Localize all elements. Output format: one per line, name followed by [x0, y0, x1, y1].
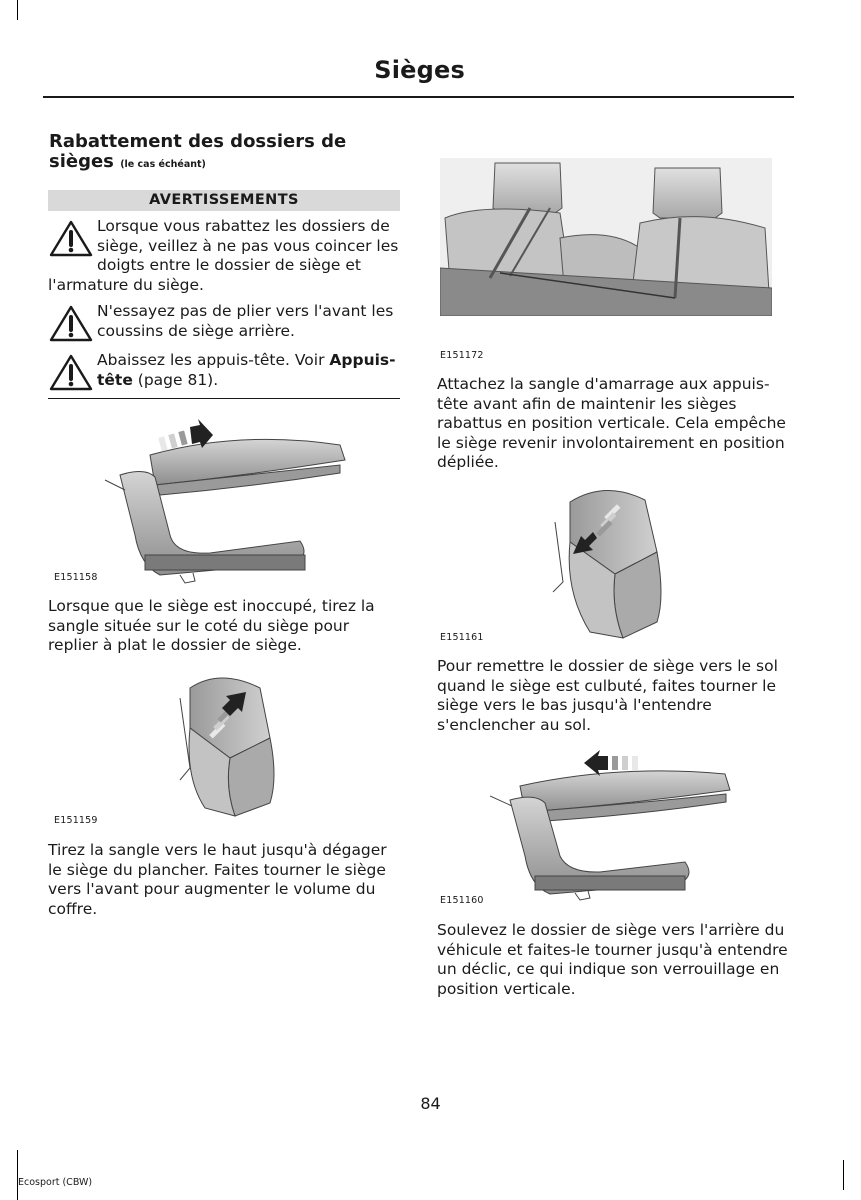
paragraph-4: Pour remettre le dossier de siège vers le sol quand le siège est culbuté, faites tourner le siège vers le bas jusqu'à l'entendre s'enclencher au sol.	[437, 657, 778, 734]
figure-seat-backrest-lift	[490, 748, 740, 908]
footer-model: Ecosport (CBW)	[18, 1177, 93, 1188]
figure-label: E151172	[440, 350, 484, 361]
warning-text: Abaissez les appuis-tête. Voir	[97, 351, 330, 369]
figure-seat-tumble-forward	[160, 668, 290, 818]
warning-text: N'essayez pas de plier vers l'avant les coussins de siège arrière.	[97, 302, 394, 340]
warnings-header: AVERTISSEMENTS	[48, 190, 400, 211]
section-title-note: (le cas échéant)	[120, 159, 206, 170]
paragraph-1: Lorsque que le siège est inoccupé, tirez la sangle située sur le coté du siège pour replier à plat le dossier de siège.	[48, 597, 375, 654]
paragraph-5: Soulevez le dossier de siège vers l'arrière du véhicule et faites-le tourner jusqu'à entendre un déclic, ce qui indique son verrouillage en position verticale.	[437, 921, 788, 998]
figure-seat-tumble-back	[545, 482, 675, 644]
section-title	[49, 132, 399, 175]
paragraph-2: Tirez la sangle vers le haut jusqu'à dégager le siège du plancher. Faites tourner le siège vers l'avant pour augmenter le volume du coffre.	[48, 841, 387, 918]
figure-label: E151160	[440, 895, 484, 906]
section-title-line2: sièges	[49, 151, 114, 172]
warning-text: Lorsque vous rabattez les dossiers de siège, veillez à ne pas vous coincer les doigts entre le dossier de siège et l'armature du siège.	[48, 217, 399, 294]
header-rule	[43, 96, 794, 98]
warning-triangle-icon	[48, 219, 94, 259]
figure-label: E151159	[54, 815, 98, 826]
section-title-line1: Rabattement des dossiers de	[49, 131, 347, 152]
crop-mark-bottom-left	[17, 1150, 18, 1200]
chapter-title: Sièges	[374, 56, 465, 84]
paragraph-3: Attachez la sangle d'amarrage aux appuis-tête avant afin de maintenir les sièges rabattus en position verticale. Cela empêche le siège revenir involontairement en position dépliée.	[437, 375, 786, 471]
warning-triangle-icon	[48, 304, 94, 344]
warning-text-after: (page 81).	[132, 370, 219, 389]
figure-seats-strapped	[440, 158, 772, 316]
warning-item	[48, 351, 400, 393]
page-number: 84	[420, 1094, 441, 1113]
warnings-rule	[48, 398, 400, 399]
crop-mark-bottom-right	[843, 1160, 844, 1190]
figure-label: E151158	[54, 572, 98, 583]
warning-item	[48, 302, 400, 344]
appuis-tete-link[interactable]: Appuis-tête	[97, 351, 396, 389]
warning-item	[48, 217, 400, 295]
figure-label: E151161	[440, 632, 484, 643]
figure-seat-fold-forward	[100, 415, 350, 585]
crop-mark-top-left	[17, 0, 18, 20]
warning-triangle-icon	[48, 353, 94, 393]
